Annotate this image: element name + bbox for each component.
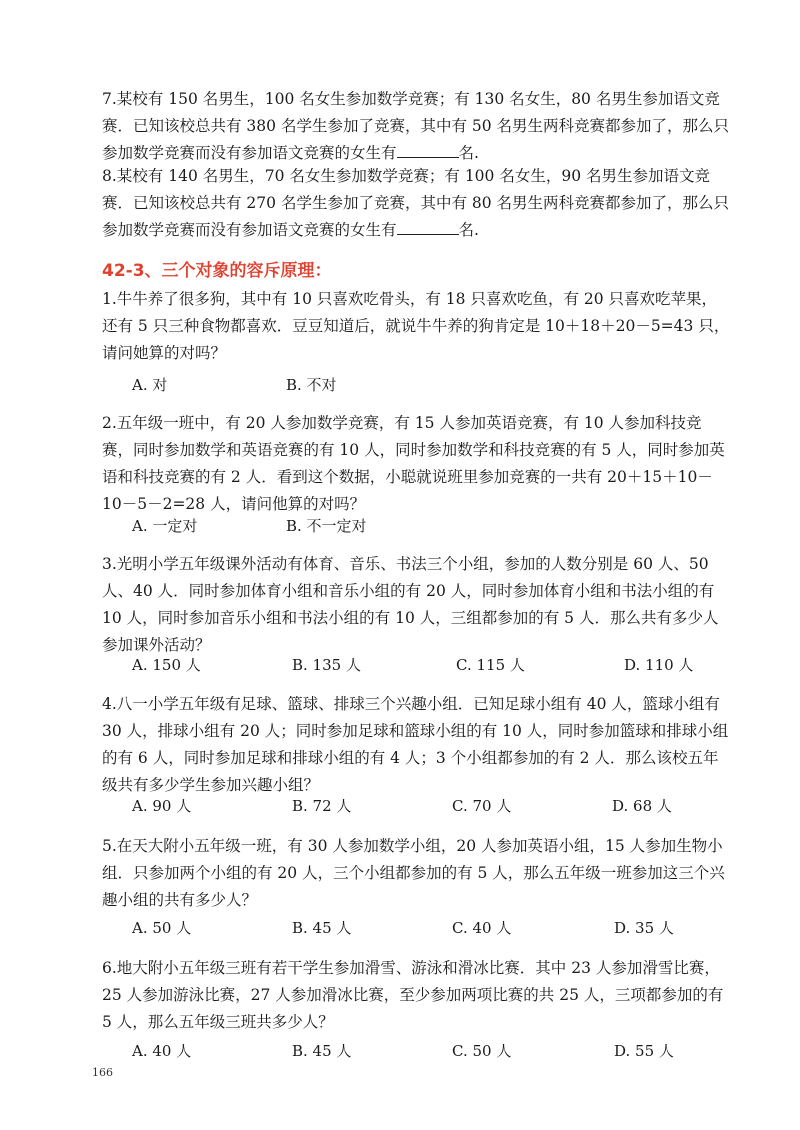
option-b[interactable]: B. 45 人 [292,1042,352,1060]
problem-text: 八一小学五年级有足球、篮球、排球三个兴趣小组．已知足球小组有 40 人，篮球小组有 30 人，排球小组有 20 人；同时参加足球和篮球小组的有 10 人，同时参加篮球和排球小组的有 6 人，同时参加足球和排球小组的有 4 人；3 个小组都参加的有 2 人．那么该校五年级共有多少学生参加兴趣小组？ [102,695,729,794]
problem-text: 光明小学五年级课外活动有体育、音乐、书法三个小组，参加的人数分别是 60 人、50 人、40 人．同时参加体育小组和音乐小组的有 20 人，同时参加体育小组和书法小组的有 10 人，同时参加音乐小组和书法小组的有 10 人，三组都参加的有 5 人．那么共有多少人参加课外活动？ [102,555,719,654]
option-a[interactable]: A. 50 人 [132,919,192,937]
problem-2 [102,410,730,518]
problem-number: 1. [102,290,117,308]
problem-7 [102,86,730,167]
problem-text: 某校有 150 名男生，100 名女生参加数学竞赛；有 130 名女生，80 名男生参加语文竞赛．已知该校总共有 380 名学生参加了竞赛，其中有 50 名男生两科竞赛都参加了，那么只参加数学竞赛而没有参加语文竞赛的女生有 [102,90,730,162]
option-d[interactable]: D. 35 人 [614,919,674,937]
option-c[interactable]: C. 115 人 [456,656,525,674]
option-b[interactable]: B. 不一定对 [286,517,367,535]
problem-number: 4. [102,695,117,713]
problem-text: 五年级一班中，有 20 人参加数学竞赛，有 15 人参加英语竞赛，有 10 人参加科技竞赛，同时参加数学和英语竞赛的有 10 人，同时参加数学和科技竞赛的有 5 人，同时参加英语和科技竞赛的有 2 人．看到这个数据，小聪就说班里参加竞赛的一共有 20＋15＋10－10－5－2=28 人，请问他算的对吗？ [102,414,725,513]
option-d[interactable]: D. 55 人 [614,1042,674,1060]
problem-text-end: 名. [458,144,479,162]
page-number: 166 [92,1066,113,1079]
problem-number: 5. [102,837,117,855]
problem-3 [102,551,730,659]
option-d[interactable]: D. 110 人 [624,656,694,674]
problem-1 [102,286,730,367]
problem-4 [102,691,730,799]
answer-blank[interactable] [397,143,459,158]
problem-number: 2. [102,414,117,432]
problem-text: 地大附小五年级三班有若干学生参加滑雪、游泳和滑冰比赛．其中 23 人参加滑雪比赛，25 人参加游泳比赛，27 人参加滑冰比赛，至少参加两项比赛的共 25 人，三项都参加的有 5 人，那么五年级三班共多少人？ [102,959,724,1031]
option-b[interactable]: B. 72 人 [292,797,352,815]
problem-text: 某校有 140 名男生，70 名女生参加数学竞赛；有 100 名女生，90 名男生参加语文竞赛．已知该校总共有 270 名学生参加了竞赛，其中有 80 名男生两科竞赛都参加了，那么只参加数学竞赛而没有参加语文竞赛的女生有 [102,167,730,239]
option-c[interactable]: C. 70 人 [452,797,512,815]
problem-text: 在天大附小五年级一班，有 30 人参加数学小组，20 人参加英语小组，15 人参加生物小组．只参加两个小组的有 20 人，三个小组都参加的有 5 人，那么五年级一班参加这三个兴趣小组的共有多少人？ [102,837,725,909]
section-heading: 42-3、三个对象的容斥原理： [102,261,332,281]
problem-6 [102,955,730,1036]
option-a[interactable]: A. 90 人 [132,797,192,815]
option-b[interactable]: B. 135 人 [292,656,361,674]
option-a[interactable]: A. 一定对 [132,517,198,535]
problem-number: 8. [102,167,117,185]
problem-5 [102,833,730,914]
problem-text-end: 名. [458,221,479,239]
option-b[interactable]: B. 不对 [286,376,337,394]
option-b[interactable]: B. 45 人 [292,919,352,937]
problem-text: 牛牛养了很多狗，其中有 10 只喜欢吃骨头，有 18 只喜欢吃鱼，有 20 只喜欢吃苹果，还有 5 只三种食物都喜欢．豆豆知道后，就说牛牛养的狗肯定是 10＋18＋20－5=43 只，请问她算的对吗？ [102,290,730,362]
option-a[interactable]: A. 150 人 [132,656,201,674]
problem-number: 3. [102,555,117,573]
problem-number: 7. [102,90,117,108]
option-c[interactable]: C. 40 人 [452,919,512,937]
problem-8 [102,163,730,244]
option-d[interactable]: D. 68 人 [612,797,672,815]
option-a[interactable]: A. 40 人 [132,1042,192,1060]
option-c[interactable]: C. 50 人 [452,1042,512,1060]
answer-blank[interactable] [397,220,459,235]
problem-number: 6. [102,959,117,977]
option-a[interactable]: A. 对 [132,376,168,394]
